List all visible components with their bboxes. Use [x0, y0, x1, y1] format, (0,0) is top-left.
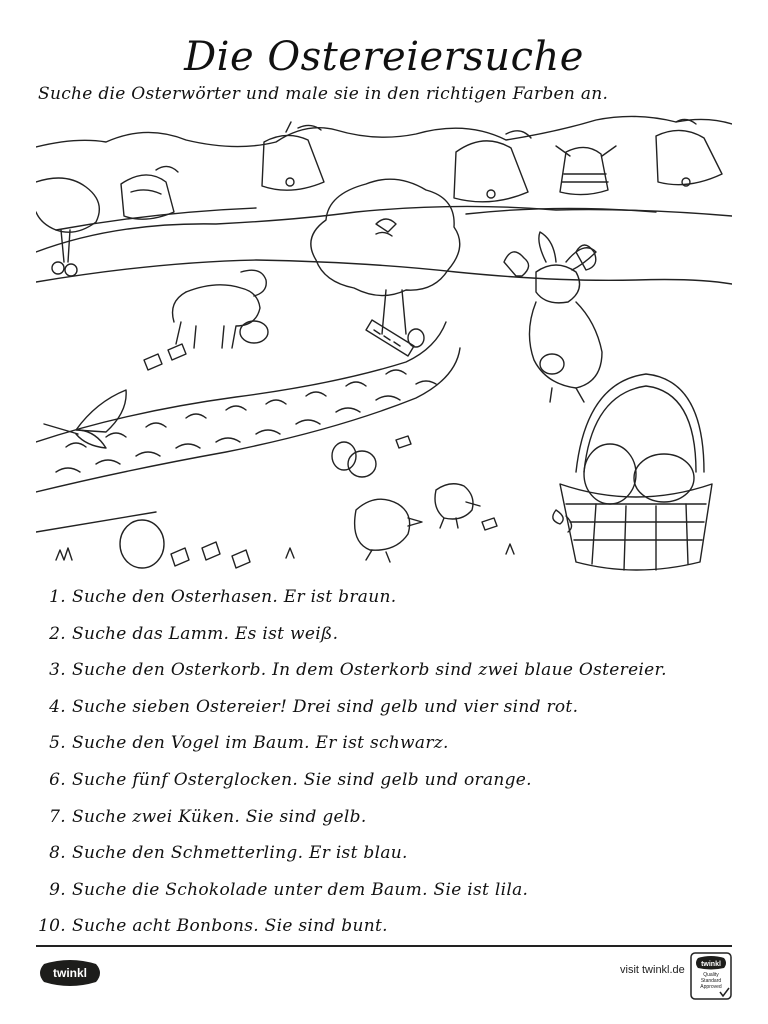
easter-basket [553, 374, 712, 570]
chocolate [366, 320, 414, 356]
easter-bunny [529, 232, 602, 402]
list-item: 4. Suche sieben Ostereier! Drei sind gelb und vier sind rot. [49, 696, 579, 717]
egg [348, 451, 376, 477]
stone-wall [36, 322, 460, 532]
left-tree [36, 178, 99, 276]
list-item: 7. Suche zwei Küken. Sie sind gelb. [49, 806, 367, 827]
list-item: 9. Suche die Schokolade unter dem Baum. Sie ist lila. [49, 879, 529, 900]
list-item: 5. Suche den Vogel im Baum. Er ist schwarz. [49, 733, 449, 754]
task-list [30, 585, 730, 951]
list-item: 8. Suche den Schmetterling. Er ist blau. [49, 843, 408, 864]
list-item: 2. Suche das Lamm. Es ist weiß. [49, 623, 339, 644]
footer-divider [36, 945, 732, 947]
badge-text: Quality Standard Approved [700, 972, 722, 990]
bell-3 [454, 131, 531, 202]
bird [376, 219, 396, 232]
bell-5 [656, 119, 722, 186]
instructions: Suche die Osterwörter und male sie in den richtigen Farben an. [38, 84, 609, 104]
logo-text: twinkl [52, 966, 88, 980]
bell-4 [556, 146, 616, 195]
bell-1 [121, 166, 178, 219]
lamb [173, 270, 269, 348]
chick-1 [355, 499, 422, 562]
egg [408, 329, 424, 347]
page-title: Die Ostereiersuche [184, 34, 584, 80]
list-item: 6. Suche fünf Osterglocken. Sie sind gelb und orange. [49, 769, 532, 790]
list-item: 3. Suche den Osterkorb. In dem Osterkorb sind zwei blaue Ostereier. [49, 660, 667, 681]
list-item: 1. Suche den Osterhasen. Er ist braun. [49, 587, 397, 607]
egg [120, 520, 164, 568]
list-item: 10. Suche acht Bonbons. Sie sind bunt. [38, 916, 388, 937]
butterfly [44, 390, 126, 448]
quality-badge [690, 952, 732, 1000]
visit-link[interactable]: visit twinkl.de [620, 964, 685, 976]
chick-2 [435, 484, 480, 528]
easter-scene-illustration [36, 112, 732, 578]
svg-text:twinkl: twinkl [701, 961, 721, 968]
egg [332, 442, 356, 470]
central-tree [311, 179, 460, 334]
twinkl-logo[interactable] [38, 958, 102, 988]
